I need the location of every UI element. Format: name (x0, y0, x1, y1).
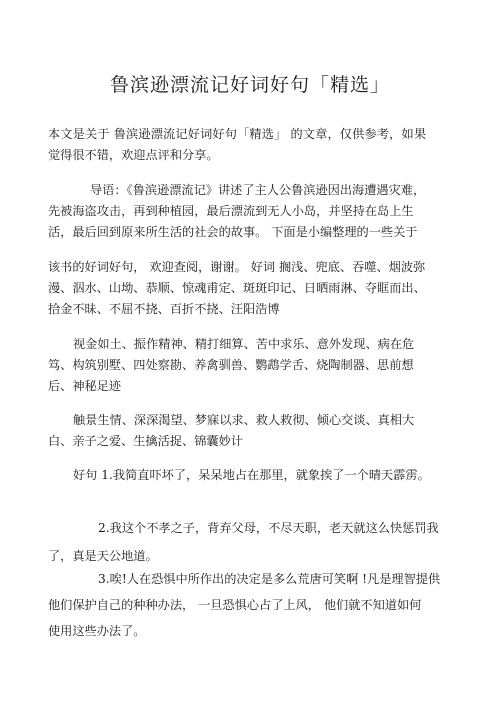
text-line: 先被海盗攻击，再到种植园，最后漂流到无人小岛，并坚持在岛上生 (48, 204, 414, 218)
text-line: 笃、构筑别墅、四处察勘、养禽驯兽、鹦鹉学舌、烧陶制器、思前想 (48, 358, 414, 372)
paragraph-lead (48, 180, 425, 243)
text-line: 使用这些办法了。 (48, 624, 146, 638)
text-line: 2.我这个不孝之子，背弃父母，不尽天职，老天就这么快惩罚我 (98, 521, 439, 535)
document-title: 鲁滨逊漂流记好词好句「精选」 (109, 74, 390, 96)
paragraph-sentence-1 (73, 465, 430, 486)
text-line: 拾金不昧、不屈不挠、百折不挠、汪阳浩博 (48, 302, 280, 316)
text-line: 觉得很不错，欢迎点评和分享。 (48, 148, 219, 162)
text-line: 触景生情、深深渴望、梦寐以求、救人救彻、倾心交谈、真相大 (73, 413, 415, 427)
paragraph-words-2 (48, 334, 414, 397)
paragraph-intro (48, 124, 426, 166)
text-line: 该书的好词好句， 欢迎查阅，谢谢。 好词 搁浅、兜底、吞噬、烟波弥 (48, 260, 426, 274)
paragraph-sentence-2 (48, 514, 439, 570)
text-line: 后、神秘足迹 (48, 379, 122, 393)
text-line: 活，最后回到原来所生活的社会的故事。 下面是小编整理的一些关于 (48, 225, 418, 239)
text-line: 了，真是天公地道。 (48, 549, 158, 563)
paragraph-good-words (48, 257, 426, 320)
paragraph-sentence-3 (48, 566, 440, 644)
text-line: 视金如土、振作精神、精打细算、苦中求乐、意外发现、病在危 (73, 337, 415, 351)
text-line: 白、亲子之爱、生擒活捉、锦囊妙计 (48, 434, 243, 448)
text-line: 他们保护自己的种种办法， 一旦恐惧心占了上风， 他们就不知道如何 (48, 598, 422, 612)
text-line: 漫、泅水、山坳、恭顺、惊魂甫定、斑斑印记、日晒雨淋、夺眶而出、 (48, 281, 426, 295)
text-line: 好句 1.我简直吓坏了，呆呆地占在那里，就象挨了一个晴天霹雳。 (73, 468, 430, 482)
text-line: 导语：《鲁滨逊漂流记》讲述了主人公鲁滨逊因出海遭遇灾难， (90, 183, 426, 197)
text-line: 本文是关于 鲁滨逊漂流记好词好句「精选」 的文章，仅供参考，如果 (48, 127, 427, 141)
text-line: 3.唉!人在恐惧中所作出的决定是多么荒唐可笑啊 !凡是理智提供 (98, 572, 441, 586)
paragraph-words-3 (48, 410, 414, 452)
